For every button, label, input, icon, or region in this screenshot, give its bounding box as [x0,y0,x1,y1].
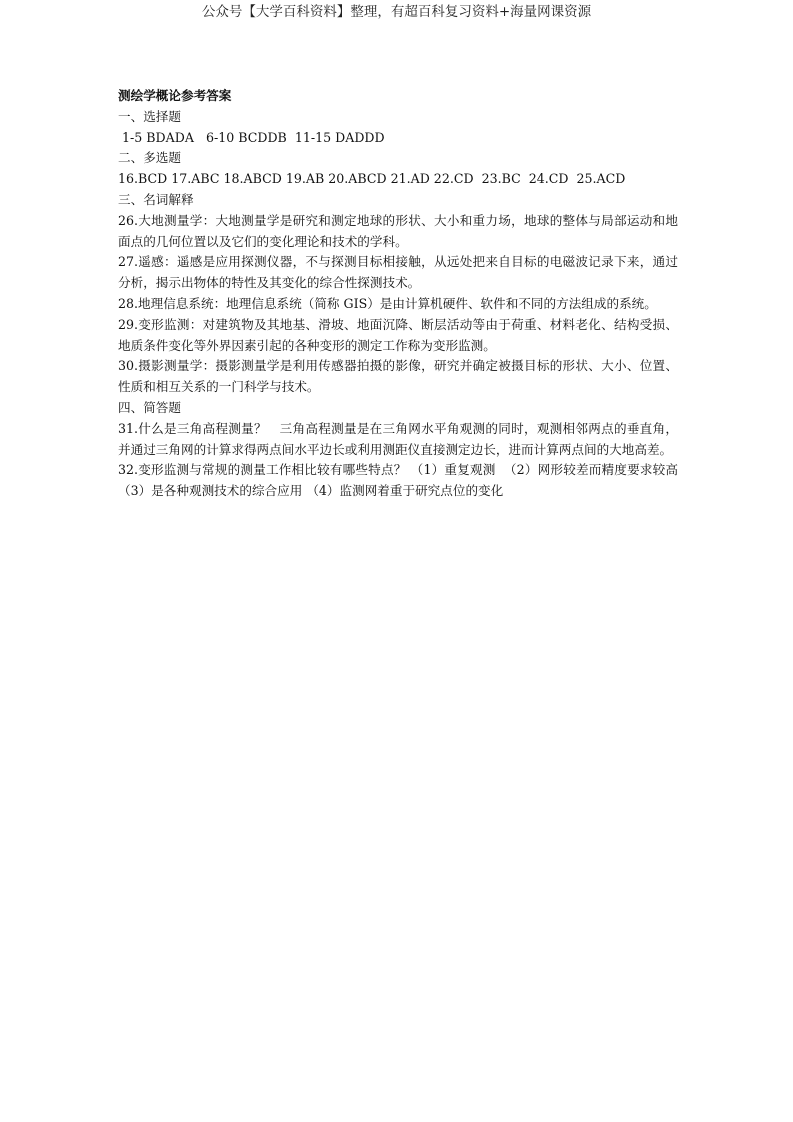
multi-answers: 16.BCD 17.ABC 18.ABCD 19.AB 20.ABCD 21.AD 22.CD 23.BC 24.CD 25.ACD [118,171,626,187]
section-heading-short: 四、简答题 [118,399,181,415]
answer-28: 28.地理信息系统：地理信息系统（简称 GIS）是由计算机硬件、软件和不同的方法组成的系统。 [118,295,657,311]
section-heading-terms: 三、名词解释 [118,191,194,207]
answer-31: 31.什么是三角高程测量？ 三角高程测量是在三角网水平角观测的同时，观测相邻两点的垂直角，并通过三角网的计算求得两点间水平边长或利用测距仪直接测定边长，进而计算两点间的大地高差。 [118,420,678,457]
answer-29: 29.变形监测：对建筑物及其地基、滑坡、地面沉降、断层活动等由于荷重、材料老化、结构受损、地质条件变化等外界因素引起的各种变形的测定工作称为变形监测。 [118,316,678,353]
page-header: 公众号【大学百科资料】整理，有超百科复习资料+海量网课资源 [201,4,592,20]
document-title: 测绘学概论参考答案 [118,88,232,103]
answer-26: 26.大地测量学：大地测量学是研究和测定地球的形状、大小和重力场，地球的整体与局部运动和地面点的几何位置以及它们的变化理论和技术的学科。 [118,212,678,249]
section-heading-choice: 一、选择题 [118,108,181,124]
choice-answers: 1-5 BDADA 6-10 BCDDB 11-15 DADDD [118,129,385,145]
answer-32: 32.变形监测与常规的测量工作相比较有哪些特点？ （1）重复观测 （2）网形较差而精度要求较高 （3）是各种观测技术的综合应用 （4）监测网着重于研究点位的变化 [118,462,683,499]
document-body [118,86,683,502]
answer-27: 27.遥感：遥感是应用探测仪器，不与探测目标相接触，从远处把来自目标的电磁波记录下来，通过分析，揭示出物体的特性及其变化的综合性探测技术。 [118,254,678,291]
answer-30: 30.摄影测量学：摄影测量学是利用传感器拍摄的影像，研究并确定被摄目标的形状、大小、位置、性质和相互关系的一门科学与技术。 [118,358,678,395]
section-heading-multi: 二、多选题 [118,150,181,166]
